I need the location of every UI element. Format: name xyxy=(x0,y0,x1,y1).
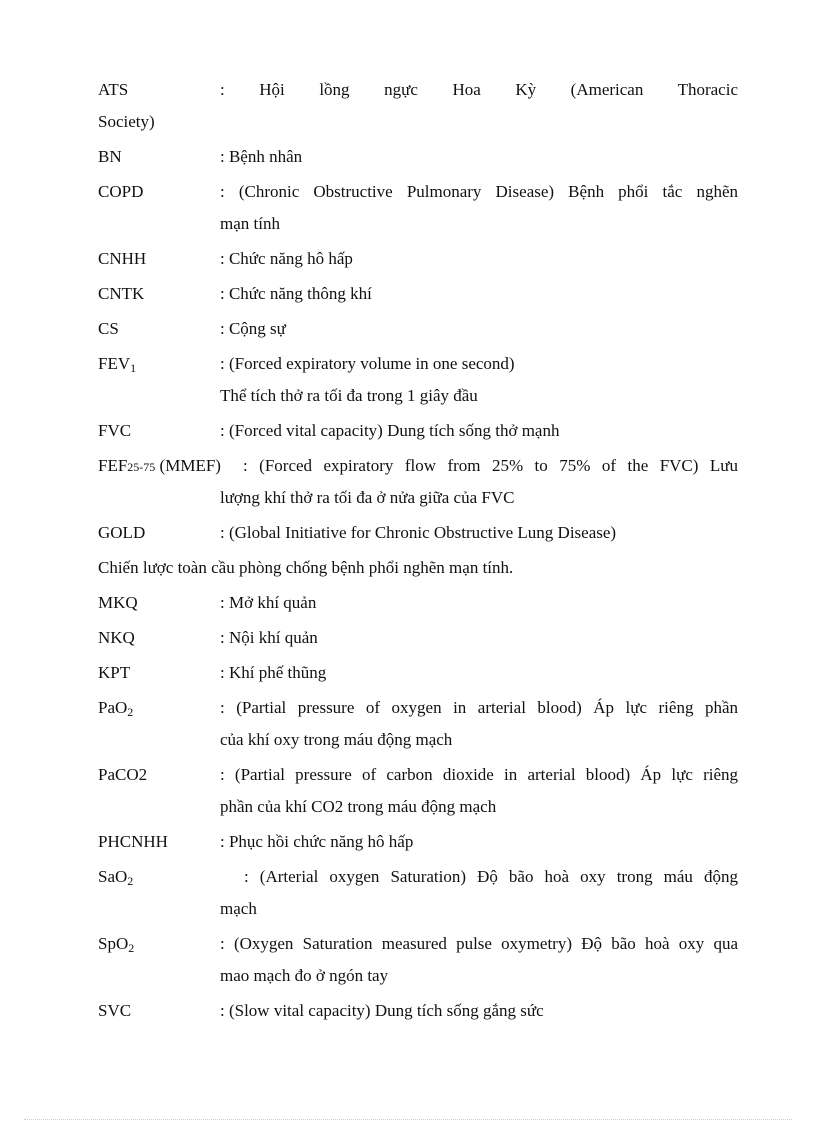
entry-cntk xyxy=(98,278,738,310)
abbr-copd: COPD xyxy=(98,182,144,201)
def-pao2-line2: của khí oxy trong máu động mạch xyxy=(220,730,453,749)
abbr-cnhh: CNHH xyxy=(98,249,147,268)
entry-mkq xyxy=(98,587,738,619)
abbr-gold: GOLD xyxy=(98,523,146,542)
abbr-fvc: FVC xyxy=(98,421,132,440)
abbr-kpt: KPT xyxy=(98,663,131,682)
def-cntk: : Chức năng thông khí xyxy=(220,284,372,303)
def-sao2-line2: mạch xyxy=(220,899,257,918)
def-cs: : Cộng sự xyxy=(220,319,286,338)
abbr-fef-sub: 25-75 xyxy=(127,460,156,474)
abbr-pao2-sub: 2 xyxy=(127,705,134,719)
def-copd-line2: mạn tính xyxy=(220,214,280,233)
def-svc: : (Slow vital capacity) Dung tích sống gắng sức xyxy=(220,1001,544,1020)
def-pao2-line1: : (Partial pressure of oxygen in arterial blood) Áp lực riêng phần xyxy=(220,698,738,717)
abbr-spo2-sub: 2 xyxy=(128,941,135,955)
def-fvc: : (Forced vital capacity) Dung tích sống thở mạnh xyxy=(220,421,560,440)
def-fef-line1: : (Forced expiratory flow from 25% to 75% of the FVC) Lưu xyxy=(243,456,738,475)
def-sao2-line1: : (Arterial oxygen Saturation) Độ bão hoà oxy trong máu động xyxy=(244,867,738,886)
entry-ats xyxy=(98,74,738,138)
def-spo2-line1: : (Oxygen Saturation measured pulse oxymetry) Độ bão hoà oxy qua xyxy=(220,934,738,953)
entry-cnhh xyxy=(98,243,738,275)
entry-ats-line1 xyxy=(98,74,738,106)
def-fef-line2: lượng khí thở ra tối đa ở nửa giữa của FVC xyxy=(220,488,515,507)
def-nkq: : Nội khí quản xyxy=(220,628,318,647)
entry-copd xyxy=(98,176,738,240)
entry-gold xyxy=(98,517,738,549)
def-kpt: : Khí phế thũng xyxy=(220,663,327,682)
def-ats-line2: Society) xyxy=(98,112,155,131)
abbr-cs: CS xyxy=(98,319,119,338)
abbr-fev1 xyxy=(98,348,136,380)
entry-pao2 xyxy=(98,692,738,756)
entry-fev1 xyxy=(98,348,738,412)
abbreviation-list xyxy=(98,74,738,1027)
entry-cs xyxy=(98,313,738,345)
abbr-sao2 xyxy=(98,861,133,893)
def-bn: : Bệnh nhân xyxy=(220,147,303,166)
def-ats-line1: : Hội lồng ngực Hoa Kỳ (American Thoracic xyxy=(220,80,738,99)
abbr-sao2-sub: 2 xyxy=(127,874,134,888)
entry-svc xyxy=(98,995,738,1027)
abbr-cntk: CNTK xyxy=(98,284,145,303)
abbr-phcnhh: PHCNHH xyxy=(98,832,168,851)
abbr-nkq: NKQ xyxy=(98,628,135,647)
page-bottom-divider xyxy=(24,1119,792,1120)
abbr-fev1-text: FEV xyxy=(98,354,131,373)
def-paco2-line1: : (Partial pressure of carbon dioxide in arterial blood) Áp lực riêng xyxy=(220,765,738,784)
def-mkq: : Mở khí quản xyxy=(220,593,317,612)
entry-sao2 xyxy=(98,861,738,925)
entry-nkq xyxy=(98,622,738,654)
entry-spo2 xyxy=(98,928,738,992)
abbr-fef-text: FEF xyxy=(98,456,128,475)
abbr-spo2-text: SpO xyxy=(98,934,129,953)
def-copd-line1: : (Chronic Obstructive Pulmonary Disease) Bệnh phổi tắc nghẽn xyxy=(220,182,738,201)
entry-fef xyxy=(98,450,738,514)
def-phcnhh: : Phục hồi chức năng hô hấp xyxy=(220,832,414,851)
abbr-fev1-sub: 1 xyxy=(130,361,137,375)
abbr-mkq: MKQ xyxy=(98,593,138,612)
def-paco2-line2: phần của khí CO2 trong máu động mạch xyxy=(220,797,497,816)
entry-paco2 xyxy=(98,759,738,823)
def-cnhh: : Chức năng hô hấp xyxy=(220,249,353,268)
def-gold: : (Global Initiative for Chronic Obstructive Lung Disease) xyxy=(220,523,617,542)
gold-description: Chiến lược toàn cầu phòng chống bệnh phổi nghẽn mạn tính. xyxy=(98,558,514,577)
abbr-ats: ATS xyxy=(98,80,129,99)
entry-bn xyxy=(98,141,738,173)
abbr-fef xyxy=(98,450,221,483)
abbr-svc: SVC xyxy=(98,1001,132,1020)
def-spo2-line2: mao mạch đo ở ngón tay xyxy=(220,966,389,985)
abbr-bn: BN xyxy=(98,147,122,166)
def-fev1-line2: Thể tích thở ra tối đa trong 1 giây đầu xyxy=(220,386,478,405)
abbr-sao2-text: SaO xyxy=(98,867,128,886)
abbr-fef-tail: (MMEF) xyxy=(155,456,221,475)
abbr-pao2 xyxy=(98,692,133,724)
abbr-pao2-text: PaO xyxy=(98,698,128,717)
entry-kpt xyxy=(98,657,738,689)
entry-phcnhh xyxy=(98,826,738,858)
entry-fvc xyxy=(98,415,738,447)
abbr-paco2: PaCO2 xyxy=(98,765,148,784)
abbr-spo2 xyxy=(98,928,134,960)
def-fev1-line1: : (Forced expiratory volume in one second) xyxy=(220,354,515,373)
